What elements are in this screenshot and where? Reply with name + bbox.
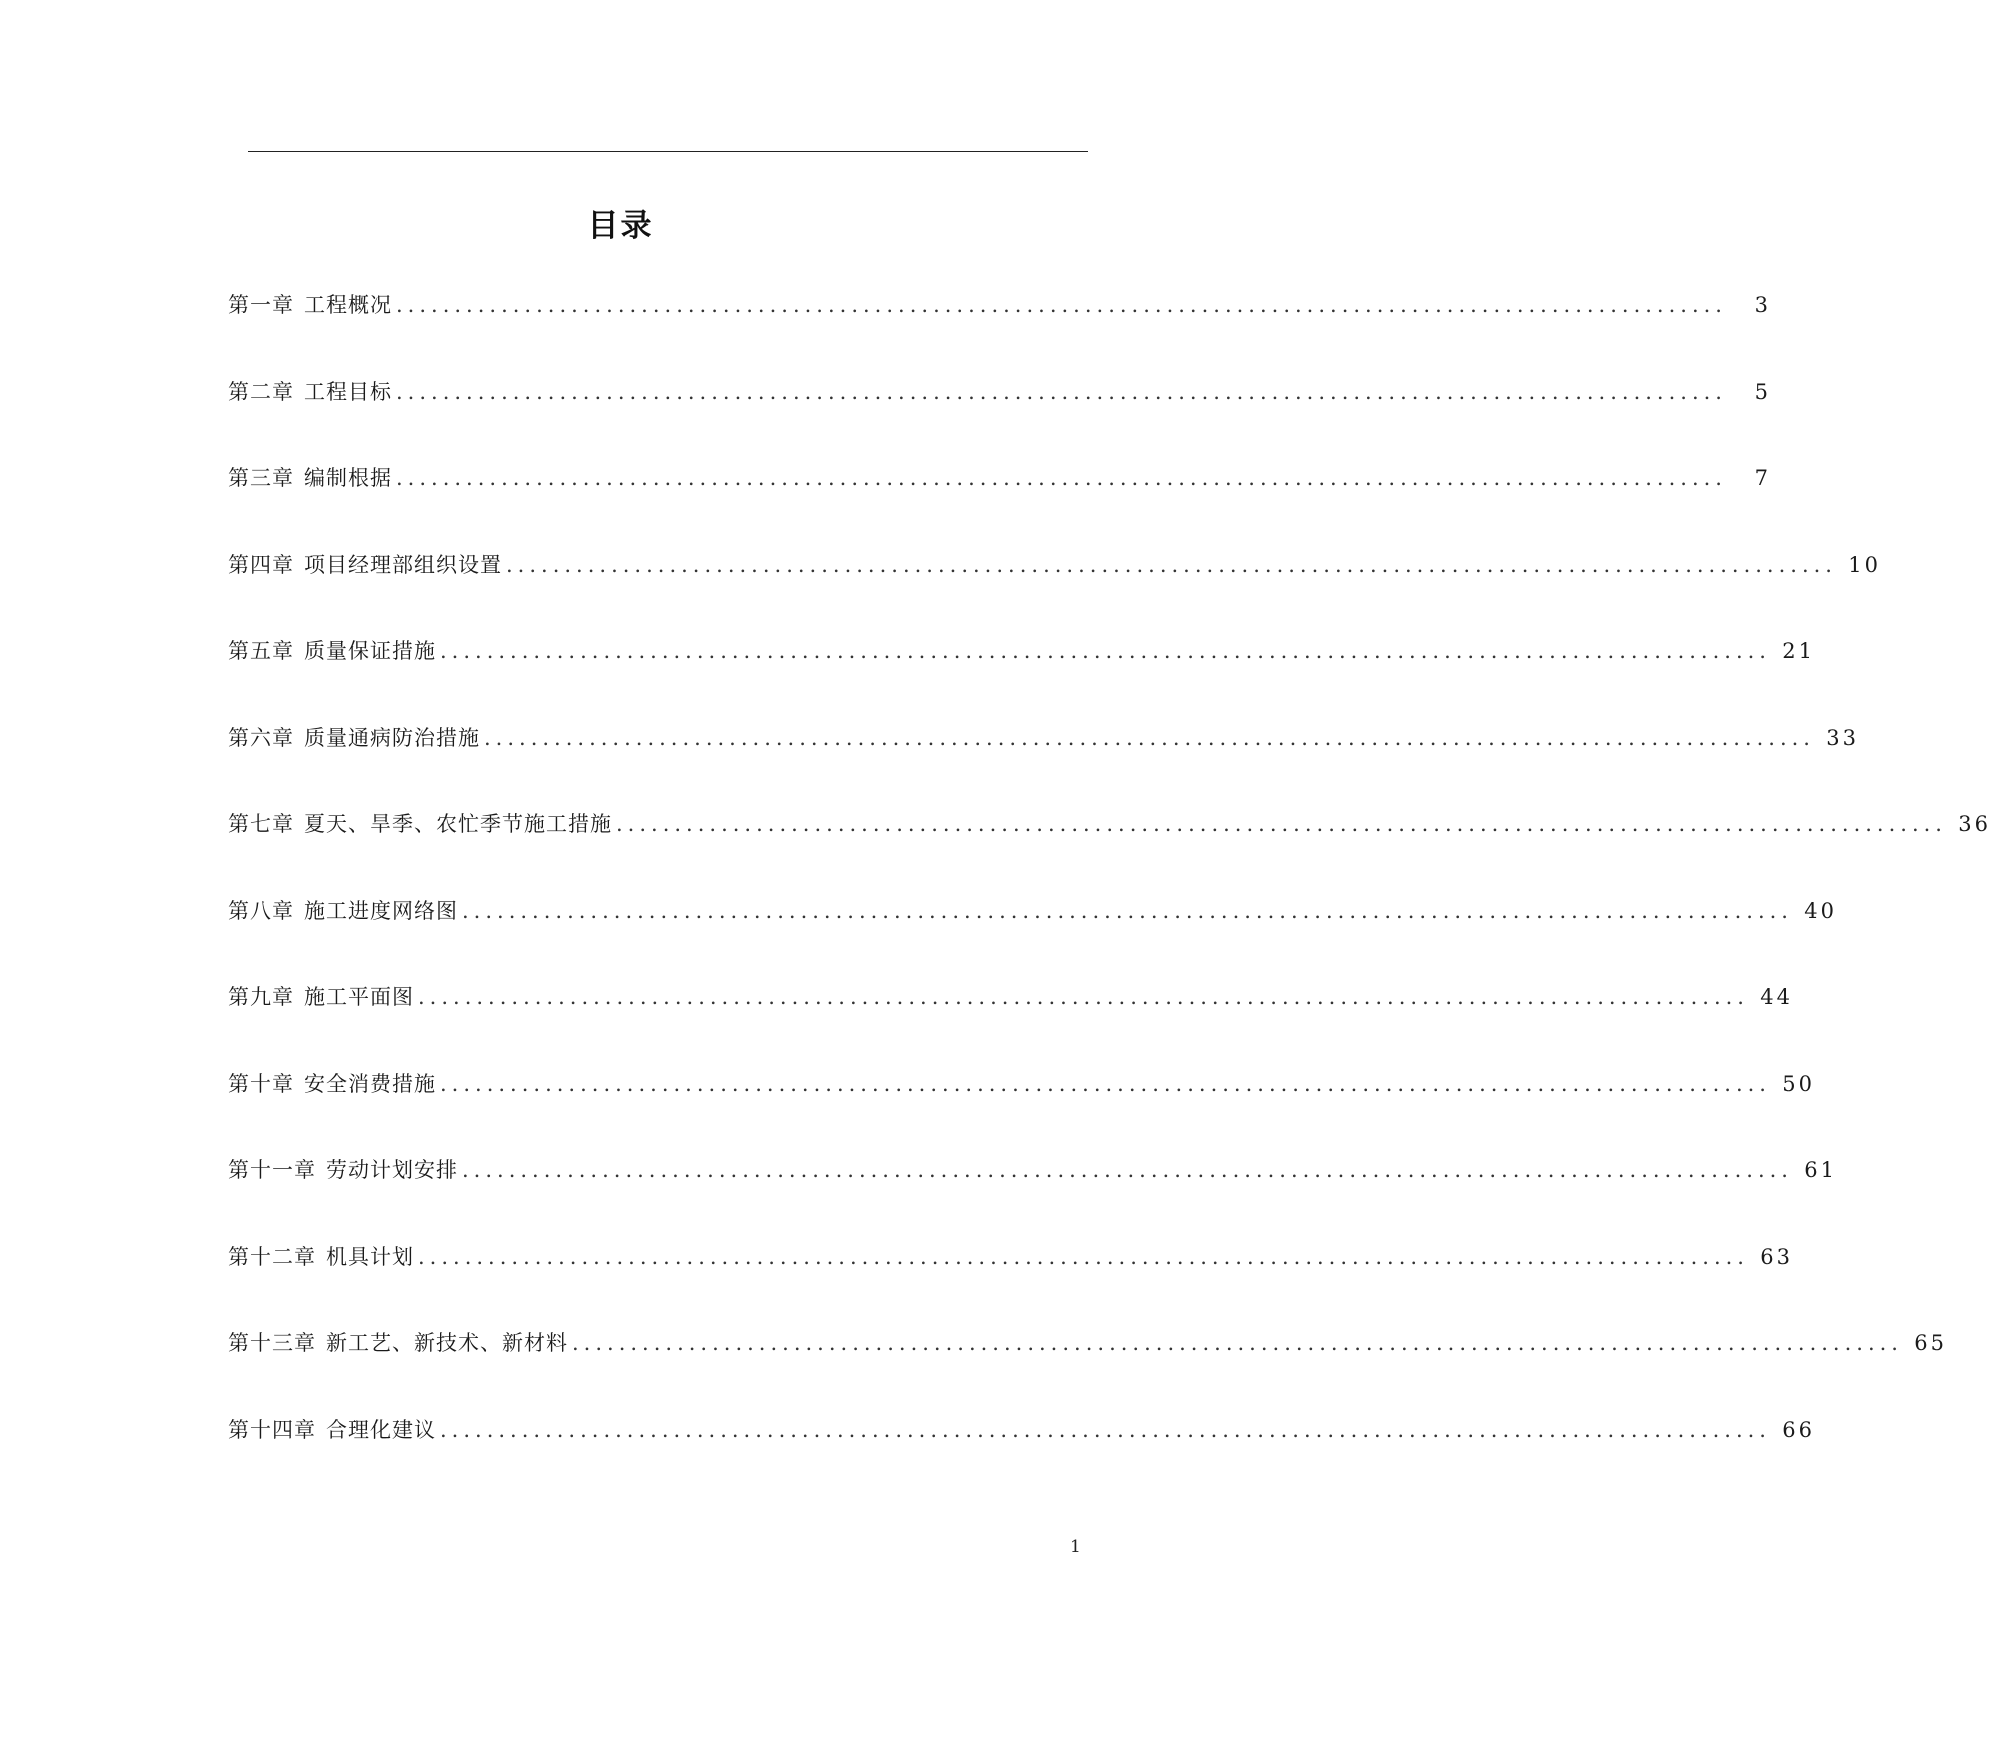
toc-entry-heading: 施工进度网络图	[304, 898, 458, 923]
toc-entry-chapter: 第六章	[228, 725, 294, 750]
toc-entry[interactable]	[228, 1415, 1815, 1502]
toc-entry-leader: ..................................................................................................................	[440, 639, 1771, 663]
toc-entry[interactable]	[228, 377, 1771, 464]
toc-entry-page: 50	[1782, 1071, 1815, 1096]
toc-entry-chapter: 第十四章	[228, 1417, 316, 1442]
toc-entry[interactable]	[228, 896, 1837, 983]
toc-entry-heading: 夏天、旱季、农忙季节施工措施	[304, 812, 612, 836]
toc-entry-heading: 工程概况	[304, 293, 392, 317]
toc-entry-leader: ..................................................................................................................	[440, 1417, 1771, 1442]
toc-entry-chapter: 第十一章	[228, 1158, 316, 1182]
toc-entry[interactable]	[228, 1069, 1815, 1156]
page-number: 1	[1070, 1537, 1081, 1557]
header-rule	[248, 151, 1088, 152]
toc-entry-leader: ..................................................................................................................	[418, 985, 1749, 1009]
toc-entry[interactable]	[228, 1242, 1793, 1329]
toc-entry[interactable]	[228, 809, 1991, 896]
toc-entry-chapter: 第八章	[228, 898, 294, 923]
toc-entry[interactable]	[228, 636, 1815, 723]
toc-entry[interactable]	[228, 550, 1881, 637]
toc-entry-leader: ..................................................................................................................	[572, 1331, 1903, 1355]
toc-entry[interactable]	[228, 982, 1793, 1069]
toc-entry-leader: ..................................................................................................................	[462, 1158, 1793, 1182]
toc-title: 目录	[587, 208, 654, 244]
toc-entry-page: 7	[1754, 466, 1771, 490]
toc-entry-chapter: 第二章	[228, 379, 294, 404]
toc-entry-page: 21	[1782, 639, 1815, 663]
toc-entry-page: 65	[1914, 1331, 1947, 1355]
toc-entry[interactable]	[228, 1155, 1837, 1242]
toc-entry-leader: ..................................................................................................................	[484, 725, 1815, 750]
toc-entry-leader: ..................................................................................................................	[396, 293, 1727, 317]
toc-entry-chapter: 第十三章	[228, 1331, 316, 1355]
toc-entry-heading: 劳动计划安排	[326, 1158, 458, 1182]
toc-entry-leader: ..................................................................................................................	[616, 812, 1947, 836]
toc-entry-page: 61	[1804, 1158, 1837, 1182]
toc-entry-heading: 编制根据	[304, 466, 392, 490]
toc-entry-leader: ..................................................................................................................	[396, 379, 1727, 404]
toc-entry-page: 63	[1760, 1244, 1793, 1269]
toc-entry-page: 36	[1958, 812, 1991, 836]
toc-entry-heading: 合理化建议	[326, 1417, 436, 1442]
toc-entry-page: 10	[1848, 552, 1881, 577]
toc-entry-heading: 安全消费措施	[304, 1071, 436, 1096]
toc-entry-leader: ..................................................................................................................	[396, 466, 1727, 490]
toc-entry-chapter: 第十二章	[228, 1244, 316, 1269]
toc-entry-page: 33	[1826, 725, 1859, 750]
toc-entry-chapter: 第一章	[228, 293, 294, 317]
toc-entry[interactable]	[228, 723, 1859, 810]
toc-entry-chapter: 第七章	[228, 812, 294, 836]
toc-entry-chapter: 第四章	[228, 552, 294, 577]
toc-entry-chapter: 第三章	[228, 466, 294, 490]
toc-list	[228, 290, 1991, 1501]
toc-entry-leader: ..................................................................................................................	[440, 1071, 1771, 1096]
toc-entry-heading: 施工平面图	[304, 985, 414, 1009]
toc-entry-chapter: 第五章	[228, 639, 294, 663]
toc-entry-chapter: 第九章	[228, 985, 294, 1009]
toc-entry[interactable]	[228, 1328, 1947, 1415]
toc-entry-heading: 质量通病防治措施	[304, 725, 480, 750]
toc-entry-heading: 机具计划	[326, 1244, 414, 1269]
toc-entry[interactable]	[228, 463, 1771, 550]
toc-entry-page: 66	[1782, 1417, 1815, 1442]
toc-entry-leader: ..................................................................................................................	[418, 1244, 1749, 1269]
toc-entry[interactable]	[228, 290, 1771, 377]
toc-entry-heading: 工程目标	[304, 379, 392, 404]
toc-entry-page: 5	[1754, 379, 1771, 404]
toc-entry-page: 44	[1760, 985, 1793, 1009]
toc-entry-chapter: 第十章	[228, 1071, 294, 1096]
toc-entry-leader: ..................................................................................................................	[506, 552, 1837, 577]
toc-entry-heading: 质量保证措施	[304, 639, 436, 663]
toc-entry-heading: 项目经理部组织设置	[304, 552, 502, 577]
toc-entry-page: 40	[1804, 898, 1837, 923]
toc-entry-heading: 新工艺、新技术、新材料	[326, 1331, 568, 1355]
toc-entry-page: 3	[1754, 293, 1771, 317]
toc-entry-leader: ..................................................................................................................	[462, 898, 1793, 923]
